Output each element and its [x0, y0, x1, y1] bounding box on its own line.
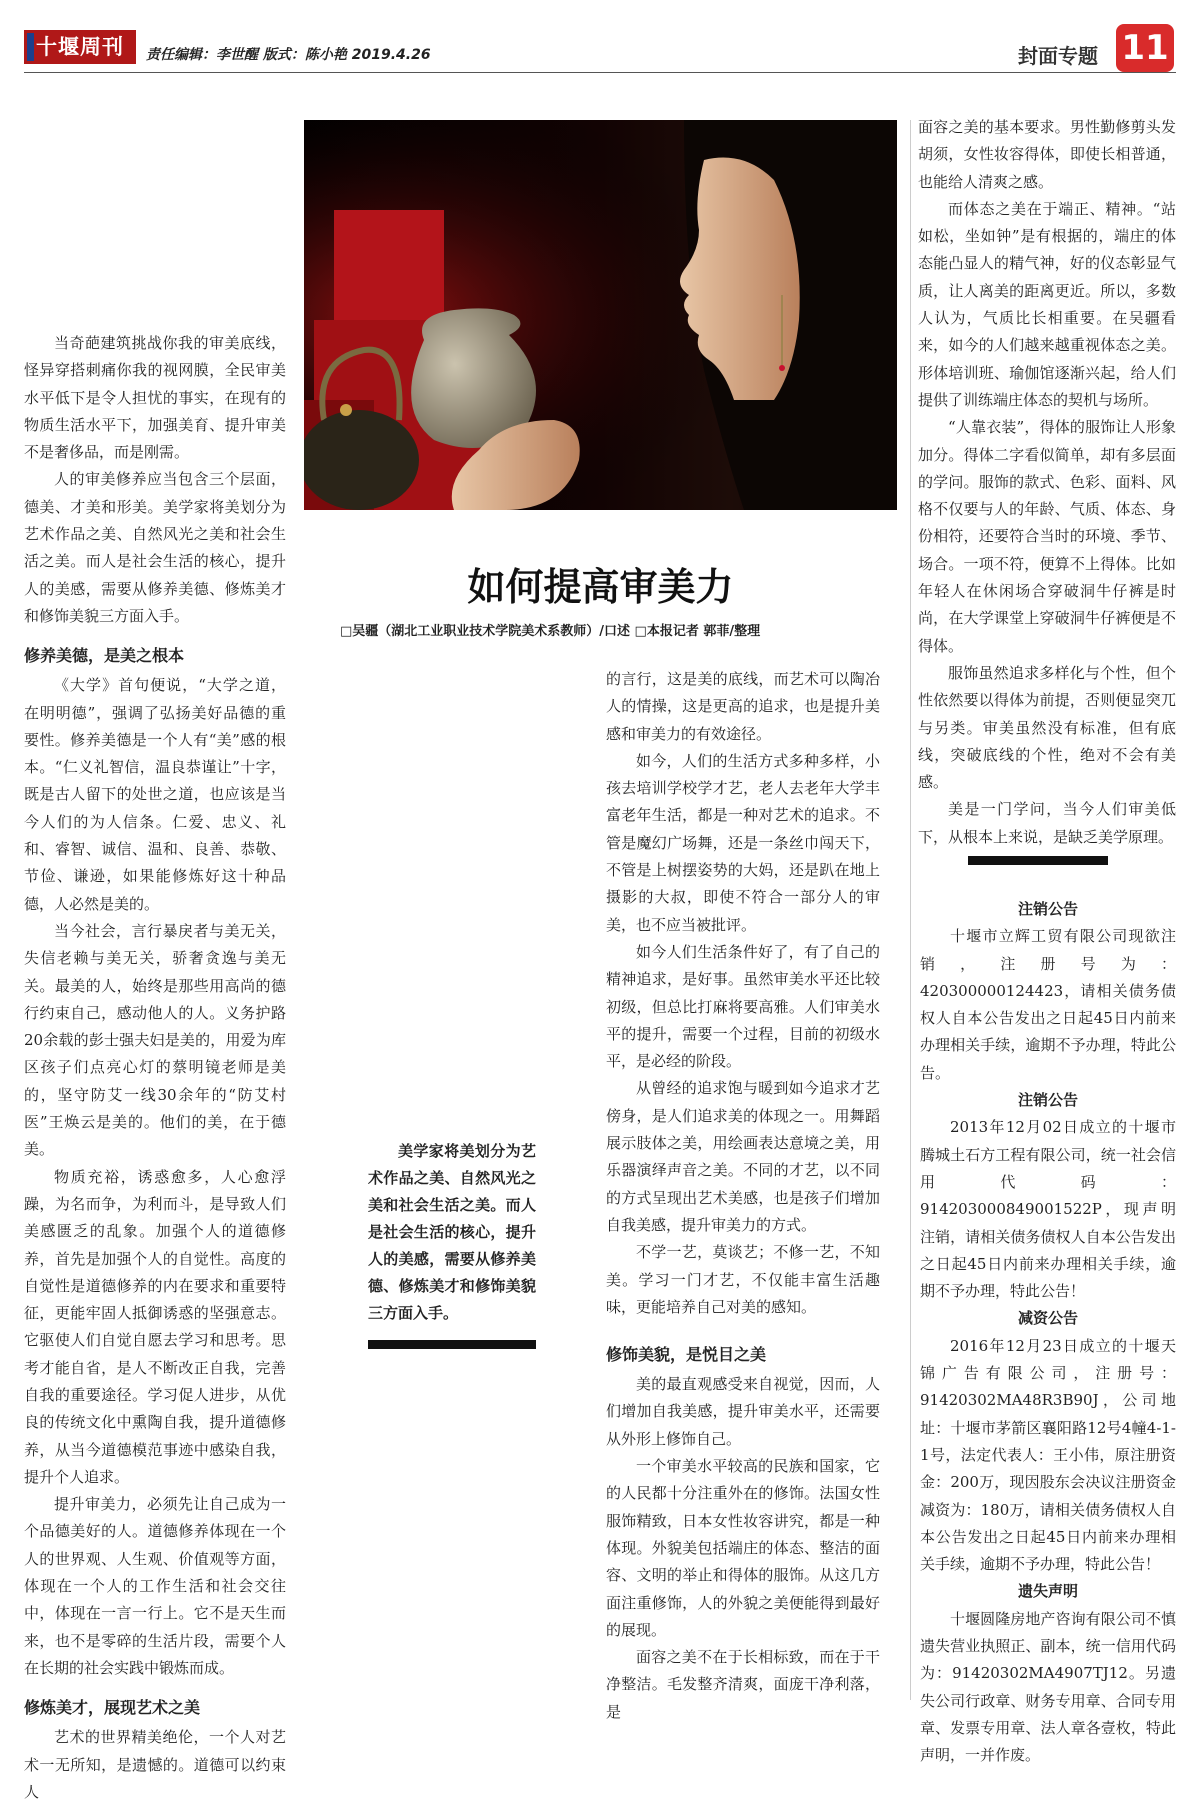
notice-body: 十堰市立辉工贸有限公司现欲注销，注册号为：420300000124423，请相关债务债权人自本公告发出之日起45日内前来办理相关手续，逾期不予办理，特此公告。: [920, 927, 1176, 1082]
article-column-2: [606, 666, 880, 1726]
paragraph: 如今人们生活条件好了，有了自己的精神追求，是好事。虽然审美水平还比较初级，但总比打麻将要高雅。人们审美水平的提升，需要一个过程，目前的初级水平，是必经的阶段。: [606, 942, 880, 1071]
paragraph: 不学一艺，莫谈艺；不修一艺，不知美。学习一门才艺，不仅能丰富生活趣味，更能培养自己对美的感知。: [606, 1243, 880, 1316]
notice-title: 注销公告: [1017, 900, 1078, 918]
paragraph: 如今，人们的生活方式多种多样，小孩去培训学校学才艺，老人去老年大学丰富老年生活，都是一种对艺术的追求。不管是魔幻广场舞，还是一条丝巾闯天下，不管是上树摆姿势的大妈，还是趴在地上摄影的大叔，即使不符合一部分人的审美，也不应当被批评。: [606, 751, 880, 934]
paragraph: 美是一门学问，当今人们审美低下，从根本上来说，是缺乏美学原理。: [918, 800, 1176, 846]
notices-column: [920, 896, 1176, 1770]
paragraph: 面容之美不在于长相标致，而在于干净整洁。毛发整齐清爽，面庞干净利落，是: [606, 1648, 880, 1721]
paragraph: 人的审美修养应当包含三个层面，德美、才美和形美。美学家将美划分为艺术作品之美、自然风光之美和社会生活之美。而人是社会生活的核心，提升人的美感，需要从修养美德、修炼美才和修饰美貌三方面入手。: [24, 470, 286, 625]
paragraph: 提升审美力，必须先让自己成为一个品德美好的人。道德修养体现在一个人的世界观、人生观、价值观等方面，体现在一个人的工作生活和社会交往中，体现在一言一行上。它不是天生而来，也不是零碎的生活片段，需要个人在长期的社会实践中锻炼而成。: [24, 1495, 286, 1677]
section-heading: 修养美德，是美之根本: [24, 646, 185, 666]
article-title: 如何提高审美力: [467, 565, 734, 609]
section-heading: 修饰美貌，是悦目之美: [606, 1345, 767, 1365]
notice-title: 遗失声明: [1017, 1582, 1078, 1601]
paragraph: “人靠衣装”，得体的服饰让人形象加分。得体二字看似简单，却有多层面的学问。服饰的款式、色彩、面料、风格不仅要与人的年龄、气质、体态、身份相符，还要符合当时的环境、季节、场合。一项不符，便算不上得体。比如年轻人在休闲场合穿破洞牛仔裤是时尚，在大学课堂上穿破洞牛仔裤便是不得体。: [918, 418, 1176, 655]
column-divider: [910, 120, 911, 1700]
paragraph: 的言行，这是美的底线，而艺术可以陶冶人的情操，这是更高的追求，也是提升美感和审美力的有效途径。: [606, 670, 880, 743]
paragraph: 物质充裕，诱惑愈多，人心愈浮躁，为名而争，为利而斗，是导致人们美感匮乏的乱象。加强个人的道德修养，首先是加强个人的自觉性。高度的自觉性是道德修养的内在要求和重要特征，更能牢固人抵御诱惑的坚强意志。它驱使人们自觉自愿去学习和思考。思考才能自省，是人不断改正自我，完善自我的重要途径。学习促人进步，从优良的传统文化中熏陶自我，提升道德修养，从当今道德模范事迹中感染自我，提升个人追求。: [24, 1167, 286, 1486]
pull-quote-bar: [368, 1340, 536, 1349]
paragraph: 从曾经的追求饱与暖到如今追求才艺傍身，是人们追求美的体现之一。用舞蹈展示肢体之美，用绘画表达意境之美，用乐器演绎声音之美。不同的才艺，以不同的方式呈现出艺术美感，也是孩子们增加自我美感，提升审美力的方式。: [606, 1079, 880, 1234]
paragraph: 当奇葩建筑挑战你我的审美底线，怪异穿搭刺痛你我的视网膜，全民审美水平低下是令人担忧的事实，在现有的物质生活水平下，加强美育、提升审美不是奢侈品，而是刚需。: [24, 334, 286, 462]
woman-with-pottery-illustration: [304, 120, 897, 510]
notice-body: 2013年12月02日成立的十堰市腾城土石方工程有限公司，统一社会信用代码：914203000849001522P，现声明注销，请相关债务债权人自本公告发出之日起45日内前来办理相关手续，逾期不予办理，特此公告！: [920, 1118, 1176, 1301]
paragraph: 艺术的世界精美绝伦，一个人对艺术一无所知，是遗憾的。道德可以约束人: [24, 1728, 286, 1801]
header-rule: [24, 72, 1176, 73]
notice-title: 减资公告: [1017, 1309, 1078, 1328]
paragraph: 面容之美的基本要求。男性勤修剪头发胡须，女性妆容得体，即使长相普通，也能给人清爽之感。: [918, 118, 1176, 191]
notice-title: 注销公告: [1017, 1091, 1078, 1110]
paragraph: 而体态之美在于端正、精神。“站如松，坐如钟”是有根据的，端庄的体态能凸显人的精气神，好的仪态彰显气质，让人离美的距离更近。所以，多数人认为，气质比长相重要。在吴疆看来，如今的人们越来越重视体态之美。形体培训班、瑜伽馆逐渐兴起，给人们提供了训练端庄体态的契机与场所。: [918, 199, 1176, 409]
article-column-1: [24, 330, 286, 1806]
notice-body: 2016年12月23日成立的十堰天锦广告有限公司，注册号：91420302MA48R3B90J，公司地址：十堰市茅箭区襄阳路12号4幢4-1-1号，法定代表人：王小伟，原注册资金：200万，现因股东会决议注册资金减资为：180万，请相关债务债权人自本公告发出之日起45日内前来办理相关手续，逾期不予办理，特此公告！: [920, 1336, 1176, 1574]
section-heading: 修炼美才，展现艺术之美: [24, 1698, 201, 1718]
paragraph: 美的最直观感受来自视觉，因而，人们增加自我美感，提升审美水平，还需要从外形上修饰自己。: [606, 1375, 880, 1448]
notice-body: 十堰圆隆房地产咨询有限公司不慎遗失营业执照正、副本，统一信用代码为：91420302MA4907TJ12。另遗失公司行政章、财务专用章、合同专用章、发票专用章、法人章各壹枚，特此声明，一并作废。: [920, 1609, 1176, 1765]
paragraph: 服饰虽然追求多样化与个性，但个性依然要以得体为前提，否则便显突兀与另类。审美虽然没有标准，但有底线，突破底线的个性，绝对不会有美感。: [918, 663, 1176, 792]
feature-photo: [304, 120, 897, 510]
article-column-3: [918, 114, 1176, 851]
editor-credit: 责任编辑：李世醒 版式：陈小艳 2019.4.26: [146, 47, 431, 63]
pull-quote: 美学家将美划分为艺术作品之美、自然风光之美和社会生活之美。而人是社会生活的核心，提升人的美感，需要从修养美德、修炼美才和修饰美貌三方面入手。: [368, 1142, 536, 1322]
notices-divider-bar: [968, 856, 1108, 865]
paragraph: 一个审美水平较高的民族和国家，它的人民都十分注重外在的修饰。法国女性服饰精致，日本女性妆容讲究，都是一种体现。外貌美包括端庄的体态、整洁的面容、文明的举止和得体的服饰。从这几方面注重修饰，人的外貌之美便能得到最好的展现。: [606, 1457, 880, 1639]
page-number: 11: [1116, 24, 1174, 72]
section-title: 封面专题: [1018, 44, 1098, 68]
paragraph: 《大学》首句便说，“大学之道，在明明德”，强调了弘扬美好品德的重要性。修养美德是一个人有“美”感的根本。“仁义礼智信，温良恭谨让”十字，既是古人留下的处世之道，也应该是当今人们的为人信条。仁爱、忠义、礼和、睿智、诚信、温和、良善、恭敬、节俭、谦逊，如果能修炼好这十种品德，人必然是美的。: [24, 676, 286, 913]
article-byline: □吴疆（湖北工业职业技术学院美术系教师）/口述 □本报记者 郭菲/整理: [340, 624, 761, 639]
paragraph: 当今社会，言行暴戾者与美无关，失信老赖与美无关，骄奢贪逸与美无关。最美的人，始终是那些用高尚的德行约束自己，感动他人的人。义务护路20余载的彭士强夫妇是美的，用爱为库区孩子们点亮心灯的蔡明镜老师是美的，坚守防艾一线30余年的“防艾村医”王焕云是美的。他们的美，在于德美。: [24, 921, 286, 1159]
masthead-logo: 十堰周刊: [24, 30, 136, 64]
